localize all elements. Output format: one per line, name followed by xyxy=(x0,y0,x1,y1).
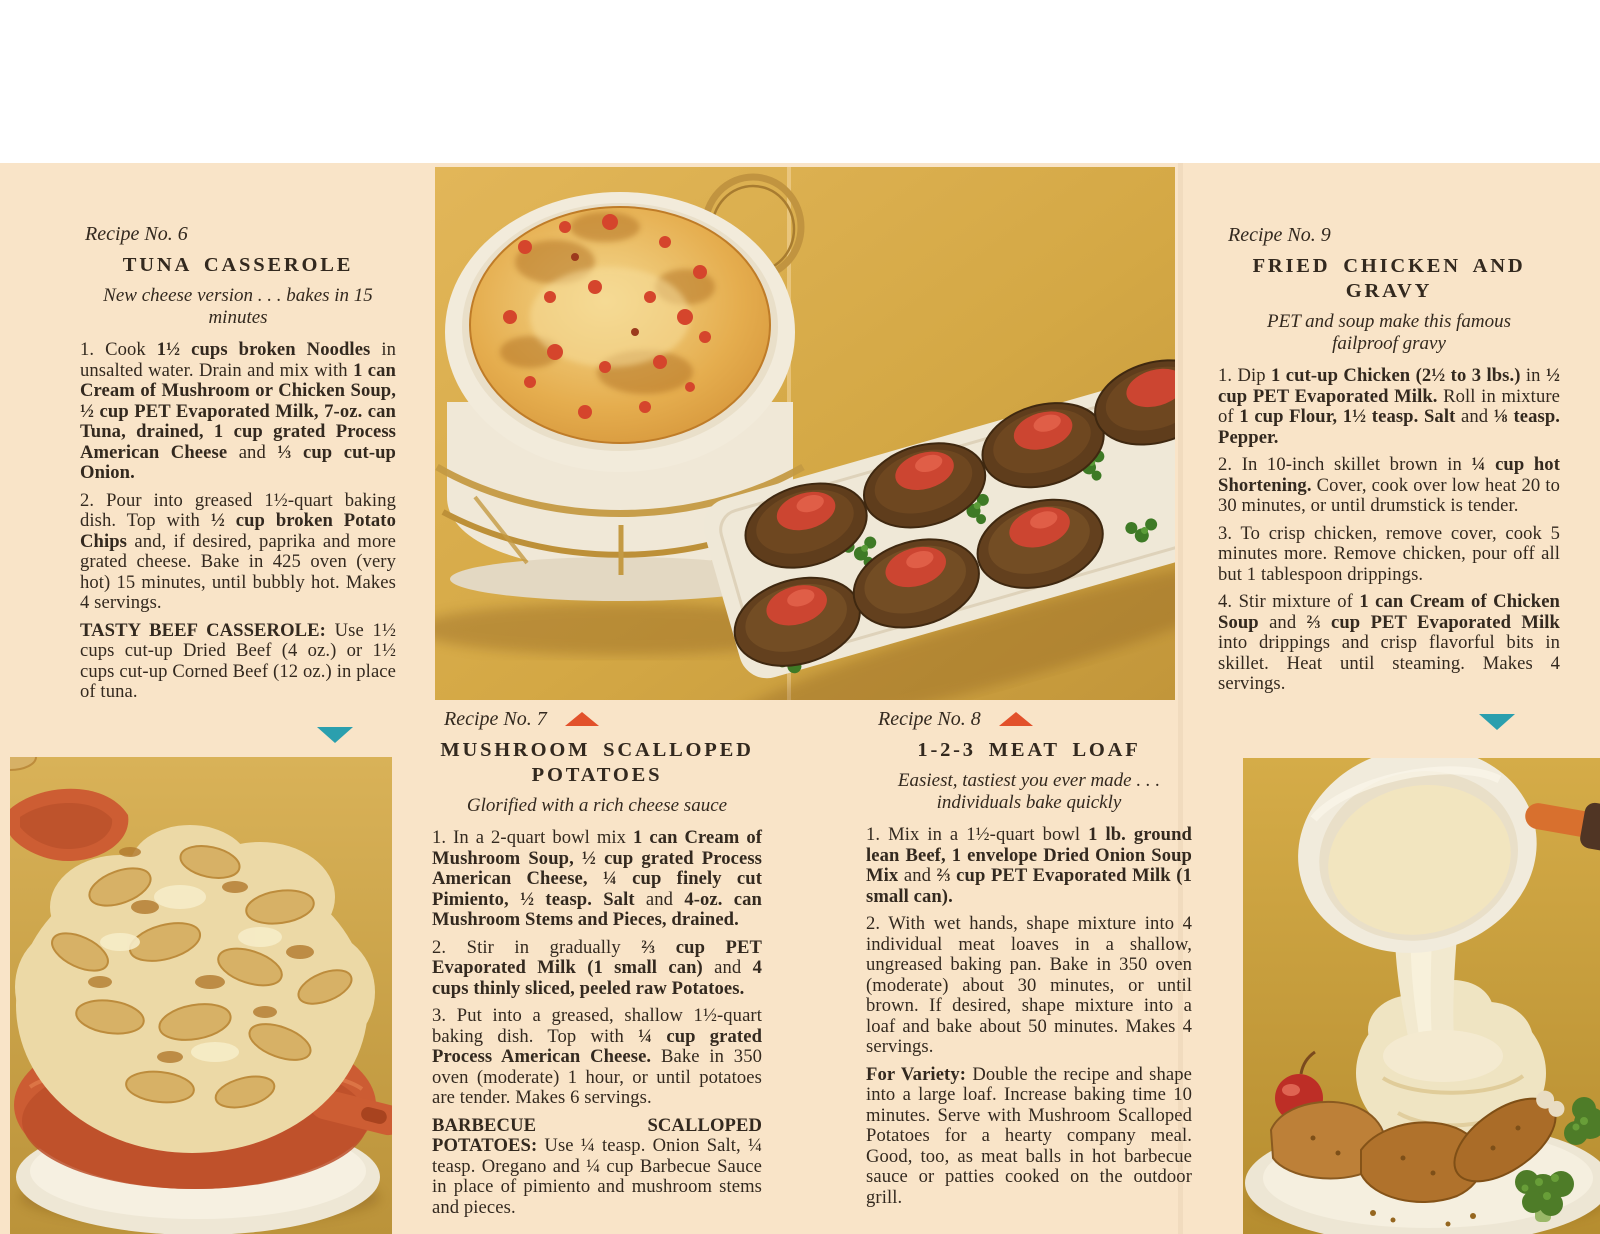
recipe-paragraph: 2. With wet hands, shape mixture into 4 individual meat loaves in a shallow, ungreased baking pan. Bake in 350 oven (moderate) about 30 minutes, or until brown. If desired, shape mixture into a loaf and bake about 50 minutes. Makes 4 servings. xyxy=(866,913,1192,1057)
recipe-8-label: Recipe No. 8 xyxy=(878,708,981,730)
tuna-casserole-and-meat-loaf-photo xyxy=(435,167,1175,700)
gravy-pool xyxy=(1383,1030,1503,1082)
recipe-paragraph: 1. In a 2-quart bowl mix 1 can Cream of Mushroom Soup, ½ cup grated Process American Cheese, ¼ cup finely cut Pimiento, ½ teasp. Salt and 4-oz. can Mushroom Stems and Pieces, drained. xyxy=(432,827,763,930)
scalloped-potatoes-photo xyxy=(10,757,392,1234)
red-up-triangle-icon xyxy=(999,712,1033,726)
recipe-6-subtitle: New cheese version . . . bakes in 15 minutes xyxy=(103,285,373,328)
recipe-8-body xyxy=(866,825,1192,1208)
teal-down-triangle-icon xyxy=(317,727,353,743)
recipe-7-subtitle: Glorified with a rich cheese sauce xyxy=(466,795,728,816)
recipe-7-title: MUSHROOM SCALLOPED POTATOES xyxy=(440,739,754,786)
recipe-8-column xyxy=(866,708,1192,1208)
recipe-8-subtitle: Easiest, tastiest you ever made . . . individuals bake quickly xyxy=(897,770,1161,813)
recipe-7-body xyxy=(432,828,762,1218)
recipe-9-subtitle: PET and soup make this famous failproof gravy xyxy=(1266,311,1511,354)
recipe-paragraph: 2. Stir in gradually ⅔ cup PET Evaporated Milk (1 small can) and 4 cups thinly sliced, peeled raw Potatoes. xyxy=(432,936,762,999)
recipe-6-label: Recipe No. 6 xyxy=(85,223,188,245)
recipe-paragraph: 3. Put into a greased, shallow 1½-quart baking dish. Top with ¼ cup grated Process American Cheese. Bake in 350 oven (moderate) 1 hour, or until potatoes are tender. Makes 6 servings. xyxy=(432,1005,763,1108)
teal-down-triangle-icon xyxy=(1479,714,1515,730)
recipe-6-title: TUNA CASSEROLE xyxy=(122,254,354,276)
recipe-paragraph: For Variety: Double the recipe and shape into a large loaf. Increase baking time 10 minutes. Serve with Mushroom Scalloped Potatoes for a hearty company meal. Good, too, as meat balls in hot barbecue sauce or patties cooked on the outdoor grill. xyxy=(866,1063,1192,1208)
recipe-paragraph: 2. Pour into greased 1½-quart baking dish. Top with ½ cup broken Potato Chips and, if desired, paprika and more grated cheese. Bake in 425 oven (very hot) 15 minutes, until bubbly hot. Makes 4 servings. xyxy=(80,489,396,613)
recipe-paragraph: 4. Stir mixture of 1 can Cream of Chicken Soup and ⅔ cup PET Evaporated Milk into drippings and crisp flavorful bits in skillet. Heat until steaming. Makes 4 servings. xyxy=(1218,591,1560,694)
recipe-8-title: 1-2-3 MEAT LOAF xyxy=(917,739,1141,761)
recipe-paragraph: 1. Mix in a 1½-quart bowl 1 lb. ground lean Beef, 1 envelope Dried Onion Soup Mix and ⅔ cup PET Evaporated Milk (1 small can). xyxy=(866,824,1192,907)
fried-chicken-gravy-photo xyxy=(1243,758,1600,1234)
recipe-number-label xyxy=(878,708,1192,730)
recipe-paragraph: 1. Dip 1 cut-up Chicken (2½ to 3 lbs.) in ½ cup PET Evaporated Milk. Roll in mixture of 1 cup Flour, 1½ teasp. Salt and ⅛ teasp. Pepper. xyxy=(1218,365,1561,448)
recipe-6-body xyxy=(80,340,396,703)
recipe-paragraph: 1. Cook 1½ cups broken Noodles in unsalted water. Drain and mix with 1 can Cream of Mushroom or Chicken Soup, ½ cup PET Evaporated Milk, 7-oz. can Tuna, drained, 1 cup grated Process American Cheese and ⅓ cup cut-up Onion. xyxy=(80,339,397,483)
recipe-9-title: FRIED CHICKEN AND GRAVY xyxy=(1252,255,1526,302)
recipe-9-column xyxy=(1218,224,1560,695)
recipe-paragraph: 3. To crisp chicken, remove cover, cook 5 minutes more. Remove chicken, pour off all but 1 tablespoon drippings. xyxy=(1218,522,1560,585)
red-up-triangle-icon xyxy=(565,712,599,726)
recipe-number-label xyxy=(444,708,762,730)
recipe-9-body xyxy=(1218,366,1560,695)
recipe-paragraph: 2. In 10-inch skillet brown in ¼ cup hot Shortening. Cover, cook over low heat 20 to 30 minutes, or until drumstick is tender. xyxy=(1218,454,1560,516)
recipe-7-label: Recipe No. 7 xyxy=(444,708,547,730)
recipe-paragraph: TASTY BEEF CASSEROLE: Use 1½ cups cut-up Dried Beef (4 oz.) or 1½ cups cut-up Corned Beef (12 oz.) in place of tuna. xyxy=(80,619,396,702)
recipe-paragraph: BARBECUE SCALLOPED POTATOES: Use ¼ teasp. Onion Salt, ¼ teasp. Oregano and ¼ cup Barbecue Sauce in place of pimiento and mushroom stems and pieces. xyxy=(432,1114,762,1218)
recipe-9-label: Recipe No. 9 xyxy=(1228,224,1331,246)
recipe-number-label xyxy=(1228,224,1560,246)
recipe-7-column xyxy=(432,708,762,1218)
recipe-6-column xyxy=(80,223,396,703)
recipe-number-label xyxy=(85,223,396,245)
